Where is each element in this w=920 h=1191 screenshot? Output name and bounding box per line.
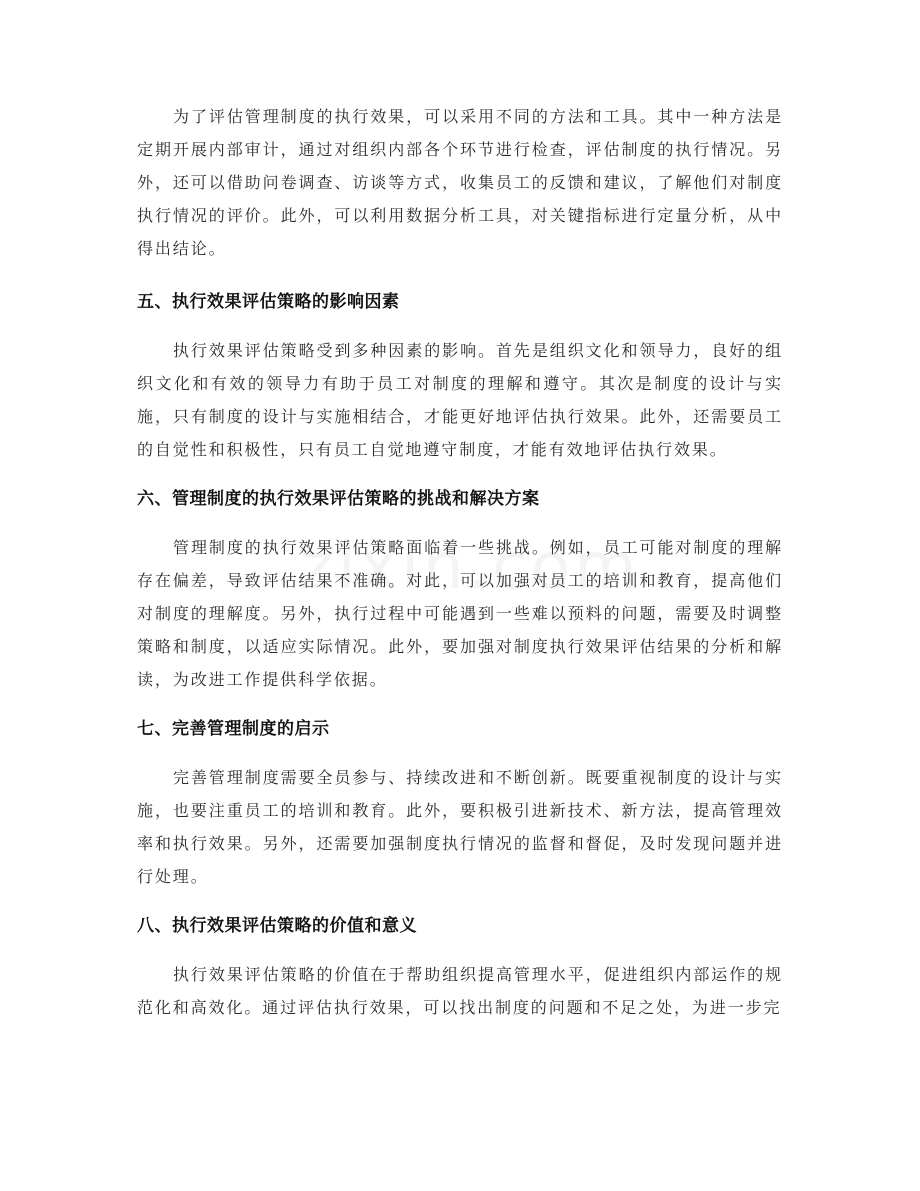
section-heading-5: 五、执行效果评估策略的影响因素: [137, 292, 400, 312]
intro-paragraph: 为了评估管理制度的执行效果，可以采用不同的方法和工具。其中一种方法是定期开展内部审计，通过对组织内部各个环节进行检查，评估制度的执行情况。另外，还可以借助问卷调查、访谈等方式，收集员工的反馈和建议，了解他们对制度执行情况的评价。此外，可以利用数据分析工具，对关键指标进行定量分析，从中得出结论。: [137, 107, 783, 258]
section-paragraph-5: 执行效果评估策略受到多种因素的影响。首先是组织文化和领导力，良好的组织文化和有效的领导力有助于员工对制度的理解和遵守。其次是制度的设计与实施，只有制度的设计与实施相结合，才能更好地评估执行效果。此外，还需要员工的自觉性和积极性，只有员工自觉地遵守制度，才能有效地评估执行效果。: [137, 341, 783, 459]
section-heading-8: 八、执行效果评估策略的价值和意义: [137, 916, 417, 936]
section-paragraph-6: 管理制度的执行效果评估策略面临着一些挑战。例如，员工可能对制度的理解存在偏差，导致评估结果不准确。对此，可以加强对员工的培训和教育，提高他们对制度的理解度。另外，执行过程中可能遇到一些难以预料的问题，需要及时调整策略和制度，以适应实际情况。此外，要加强对制度执行效果评估结果的分析和解读，为改进工作提供科学依据。: [137, 538, 783, 689]
section-paragraph-7: 完善管理制度需要全员参与、持续改进和不断创新。既要重视制度的设计与实施，也要注重员工的培训和教育。此外，要积极引进新技术、新方法，提高管理效率和执行效果。另外，还需要加强制度执行情况的监督和督促，及时发现问题并进行处理。: [137, 768, 783, 886]
document-body: [137, 100, 783, 1045]
section-paragraph-8: 执行效果评估策略的价值在于帮助组织提高管理水平，促进组织内部运作的规范化和高效化。通过评估执行效果，可以找出制度的问题和不足之处，为进一步完: [137, 965, 783, 1017]
section-heading-7: 七、完善管理制度的启示: [137, 719, 330, 739]
section-heading-6: 六、管理制度的执行效果评估策略的挑战和解决方案: [137, 489, 540, 509]
